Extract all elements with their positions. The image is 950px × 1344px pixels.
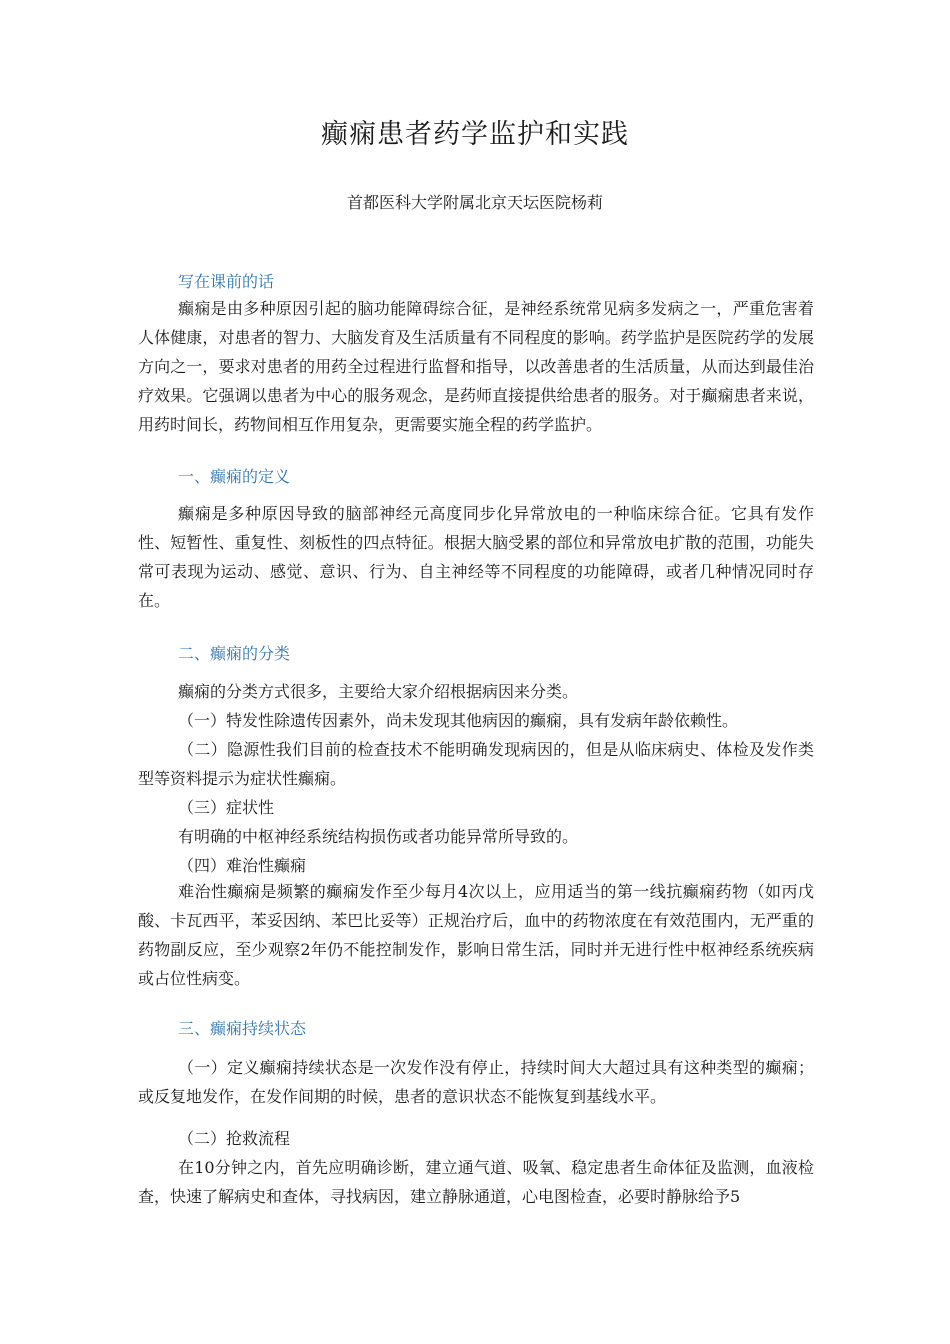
section2-paragraph-3: （二）隐源性我们目前的检查技术不能明确发现病因的，但是从临床病史、体检及发作类型等资料提示为症状性癫痫。 [138,740,814,788]
intro-paragraph: 癫痫是由多种原因引起的脑功能障碍综合征，是神经系统常见病多发病之一，严重危害着人体健康，对患者的智力、大脑发育及生活质量有不同程度的影响。药学监护是医院药学的发展方向之一，要求对患者的用药全过程进行监督和指导，以改善患者的生活质量，从而达到最佳治疗效果。它强调以患者为中心的服务观念，是药师直接提供给患者的服务。对于癫痫患者来说，用药时间长，药物间相互作用复杂，更需要实施全程的药学监护。 [138,299,814,434]
section3-heading: 三、癫痫持续状态 [178,1019,307,1038]
intro-heading: 写在课前的话 [178,272,275,291]
section3-paragraph-1: （一）定义癫痫持续状态是一次发作没有停止，持续时间大大超过具有这种类型的癫痫；或反复地发作，在发作间期的时候，患者的意识状态不能恢复到基线水平。 [138,1058,814,1106]
document-title: 癫痫患者药学监护和实践 [321,119,629,150]
section2-paragraph-1: 癫痫的分类方式很多，主要给大家介绍根据病因来分类。 [178,682,579,701]
document-author: 首都医科大学附属北京天坛医院杨莉 [346,193,603,212]
section2-paragraph-7: 难治性癫痫是频繁的癫痫发作至少每月4次以上，应用适当的第一线抗癫痫药物（如丙戊酸、卡瓦西平，苯妥因纳、苯巴比妥等）正规治疗后，血中的药物浓度在有效范围内，无严重的药物副反应，至少观察2年仍不能控制发作，影响日常生活，同时并无进行性中枢神经系统疾病或占位性病变。 [138,882,814,988]
section2-heading: 二、癫痫的分类 [178,644,291,663]
section1-heading: 一、癫痫的定义 [178,467,291,486]
section1-paragraph: 癫痫是多种原因导致的脑部神经元高度同步化异常放电的一种临床综合征。它具有发作性、短暂性、重复性、刻板性的四点特征。根据大脑受累的部位和异常放电扩散的范围，功能失常可表现为运动、感觉、意识、行为、自主神经等不同程度的功能障碍，或者几种情况同时存在。 [138,504,814,610]
section3-paragraph-3: 在10分钟之内，首先应明确诊断，建立通气道、吸氧、稳定患者生命体征及监测，血液检查，快速了解病史和查体，寻找病因，建立静脉通道，心电图检查，必要时静脉给予5 [138,1158,814,1206]
section2-paragraph-4: （三）症状性 [178,798,275,817]
section2-paragraph-2: （一）特发性除遗传因素外，尚未发现其他病因的癫痫，具有发病年龄依赖性。 [178,711,739,730]
section2-paragraph-5: 有明确的中枢神经系统结构损伤或者功能异常所导致的。 [178,827,579,846]
section2-paragraph-6: （四）难治性癫痫 [178,856,307,875]
section3-paragraph-2: （二）抢救流程 [178,1129,291,1148]
